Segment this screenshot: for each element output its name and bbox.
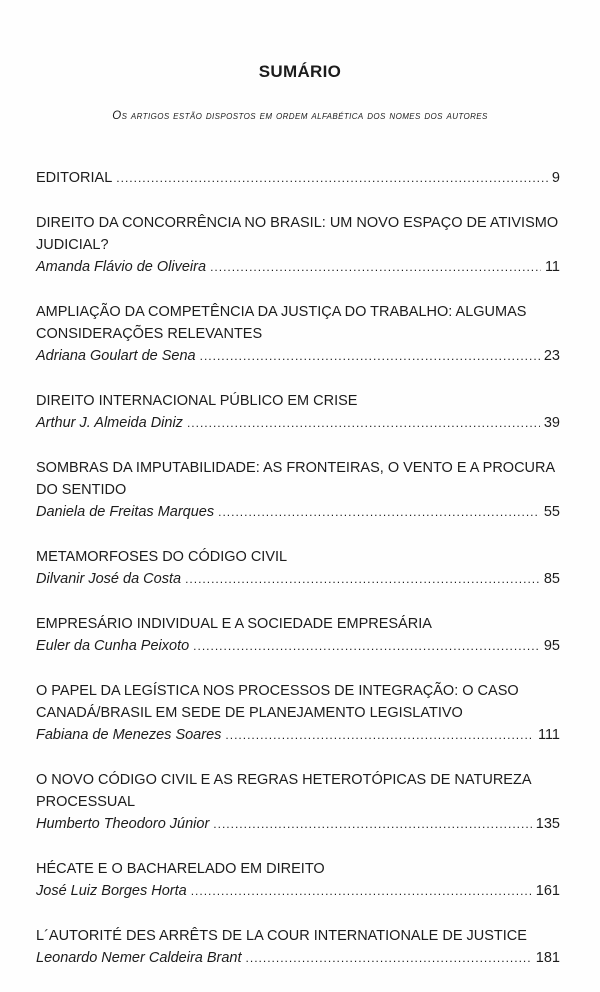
toc-author: Amanda Flávio de Oliveira [36, 259, 207, 275]
table-of-contents [36, 167, 560, 992]
toc-author: Leonardo Nemer Caldeira Brant [36, 950, 242, 966]
toc-entry[interactable] [36, 457, 560, 523]
dot-leader [191, 880, 532, 902]
toc-page-number: 181 [535, 950, 560, 966]
dot-leader [185, 568, 540, 590]
toc-article-title: DIREITO DA CONCORRÊNCIA NO BRASIL: UM NOVO ESPAÇO DE ATIVISMO JUDICIAL? [36, 215, 559, 253]
toc-entry[interactable] [36, 858, 560, 902]
dot-leader [213, 813, 532, 835]
toc-page-number: 39 [543, 415, 560, 431]
toc-entry[interactable] [36, 390, 560, 434]
toc-entry[interactable] [36, 769, 560, 835]
toc-author: Arthur J. Almeida Diniz [36, 415, 183, 431]
toc-article-title: SOMBRAS DA IMPUTABILIDADE: AS FRONTEIRAS, O VENTO E A PROCURA DO SENTIDO [36, 460, 555, 498]
toc-article-title: DIREITO INTERNACIONAL PÚBLICO EM CRISE [36, 393, 358, 409]
dot-leader [187, 412, 540, 434]
toc-article-title: AMPLIAÇÃO DA COMPETÊNCIA DA JUSTIÇA DO TRABALHO: ALGUMAS CONSIDERAÇÕES RELEVANTES [36, 304, 527, 342]
dot-leader [200, 345, 540, 367]
toc-author: Euler da Cunha Peixoto [36, 638, 190, 654]
dot-leader [193, 635, 540, 657]
toc-entry[interactable] [36, 546, 560, 590]
toc-page-number: 55 [543, 504, 560, 520]
toc-editorial-label: EDITORIAL [36, 170, 113, 186]
toc-page-number: 111 [537, 727, 560, 743]
toc-author: Adriana Goulart de Sena [36, 348, 196, 364]
toc-page-number: 9 [551, 170, 560, 186]
toc-author: Dilvanir José da Costa [36, 571, 182, 587]
toc-article-title: METAMORFOSES DO CÓDIGO CIVIL [36, 549, 288, 565]
toc-page-number: 85 [543, 571, 560, 587]
page-title: SUMÁRIO [258, 62, 342, 81]
toc-author: José Luiz Borges Horta [36, 883, 187, 899]
dot-leader [225, 724, 534, 746]
toc-entry[interactable] [36, 613, 560, 657]
toc-page-number: 161 [535, 883, 560, 899]
dot-leader [246, 947, 532, 969]
toc-author: Daniela de Freitas Marques [36, 504, 215, 520]
toc-article-title: EMPRESÁRIO INDIVIDUAL E A SOCIEDADE EMPRESÁRIA [36, 616, 432, 632]
toc-entry[interactable] [36, 680, 560, 746]
dot-leader [210, 256, 541, 278]
toc-article-title: HÉCATE E O BACHARELADO EM DIREITO [36, 861, 325, 877]
toc-entry[interactable] [36, 212, 560, 278]
toc-page-number: 23 [543, 348, 560, 364]
toc-article-title: O NOVO CÓDIGO CIVIL E AS REGRAS HETEROTÓPICAS DE NATUREZA PROCESSUAL [36, 772, 531, 810]
toc-article-title: O PAPEL DA LEGÍSTICA NOS PROCESSOS DE INTEGRAÇÃO: O CASO CANADÁ/BRASIL EM SEDE DE PLANEJAMENTO LEGISLATIVO [36, 683, 519, 721]
page-subtitle: Os artigos estão dispostos em ordem alfabética dos nomes dos autores [112, 110, 488, 122]
toc-author: Fabiana de Menezes Soares [36, 727, 222, 743]
toc-page-number: 135 [535, 816, 560, 832]
toc-author: Humberto Theodoro Júnior [36, 816, 210, 832]
toc-article-title: L´AUTORITÉ DES ARRÊTS DE LA COUR INTERNATIONALE DE JUSTICE [36, 928, 527, 944]
toc-page-number: 95 [543, 638, 560, 654]
toc-entry[interactable] [36, 925, 560, 969]
dot-leader [116, 167, 548, 189]
toc-page-number: 11 [544, 259, 560, 275]
toc-entry[interactable] [36, 301, 560, 367]
toc-entry-editorial[interactable] [36, 167, 560, 189]
dot-leader [218, 501, 540, 523]
